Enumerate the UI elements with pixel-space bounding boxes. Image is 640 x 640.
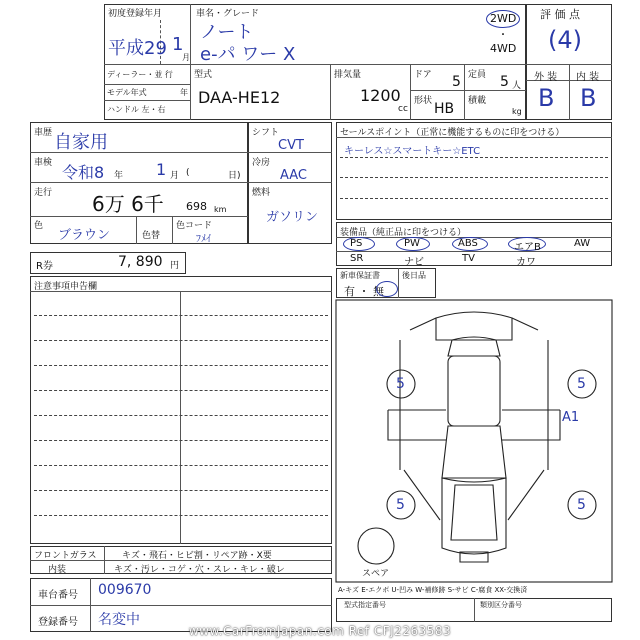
drive-4wd: 4WD — [490, 42, 517, 55]
equipment-label: 装備品（純正品に印をつける） — [340, 228, 467, 238]
bottom-interior-label: 内装 — [48, 565, 67, 575]
car-name: ノート — [200, 22, 254, 43]
inspection-label: 車検 — [34, 158, 53, 168]
windshield-label: フロントガラス — [34, 551, 97, 561]
rating-label: 評 価 点 — [540, 8, 580, 21]
notes-frame — [30, 276, 332, 544]
year-label: 年 — [180, 88, 188, 97]
header-frame — [104, 4, 526, 120]
windshield-text: キズ・飛石・ヒビ割・リペア跡・X要 — [122, 551, 272, 561]
mileage: 6万 6千 — [92, 192, 164, 216]
body-label: 形状 — [414, 96, 433, 106]
doors: 5 — [452, 74, 461, 90]
handle-label: ハンドル 左・右 — [107, 105, 166, 114]
cc-unit: cc — [398, 104, 408, 114]
reg-number: 名変中 — [98, 612, 140, 628]
notes-label: 注意事項申告欄 — [34, 282, 98, 292]
month-suffix: 月 — [182, 53, 190, 62]
equip-ps: PS — [350, 238, 363, 249]
color-code-label: 色コード — [176, 221, 213, 231]
load-label: 積載 — [468, 96, 487, 106]
spec-number-label: 型式指定番号 — [344, 601, 386, 609]
damage-legend: A-キズ E-エクボ U-凹み W-補修跡 S-サビ C-腐食 XX-交換済 — [338, 586, 528, 594]
first-reg-label: 初度登録年月 — [108, 9, 163, 19]
insp-day-unit: 日) — [228, 171, 241, 181]
recycle-frame — [30, 252, 186, 274]
mileage-label: 走行 — [34, 188, 53, 198]
equip-abs: ABS — [458, 238, 478, 249]
tire-rear-left: 5 — [396, 497, 405, 513]
dealer-label: ディーラー・並 行 — [107, 70, 173, 79]
watermark: www.CarFromJapan.com Ref CFJ2263583 — [188, 624, 452, 638]
capacity-label: 定員 — [468, 70, 487, 80]
body-type: HB — [434, 101, 455, 117]
model-code-label: 型式 — [194, 70, 213, 80]
equip-navi: ナビ — [404, 257, 424, 268]
tire-rear-right: 5 — [577, 497, 586, 513]
interior-label: 内 装 — [576, 72, 600, 83]
damage-mark: A1 — [562, 410, 580, 425]
equip-leather: カワ — [516, 257, 536, 268]
fuel-label: 燃料 — [252, 188, 271, 198]
equip-sr: SR — [350, 253, 364, 264]
km-unit: km — [214, 205, 227, 214]
yen-unit: 円 — [170, 261, 180, 271]
ac: AAC — [280, 168, 307, 183]
car-grade: e-パ ワー X — [200, 44, 296, 65]
first-reg-month: 1 — [172, 34, 184, 55]
selling-points-label: セールスポイント（正常に機能するものに印をつける） — [340, 128, 565, 138]
equip-airbag: エアB — [514, 242, 541, 253]
model-year-label: モデル年式 — [107, 88, 147, 97]
capacity-unit: 人 — [512, 81, 522, 91]
equip-tv: TV — [462, 253, 475, 264]
model-code: DAA-HE12 — [198, 88, 281, 107]
color: ブラウン — [58, 228, 111, 243]
color-change-label: 色替 — [142, 231, 161, 241]
inspection-era: 令和8 — [62, 163, 105, 182]
recycle-label: R券 — [36, 261, 53, 272]
chassis-label: 車台番号 — [38, 590, 78, 601]
displacement: 1200 — [360, 86, 401, 105]
spare-label: スペア — [362, 569, 390, 579]
ac-label: 冷房 — [252, 158, 271, 168]
equip-aw: AW — [574, 238, 591, 249]
displacement-label: 排気量 — [334, 70, 362, 80]
color-label: 色 — [34, 221, 44, 231]
drive-2wd: 2WD — [490, 12, 517, 25]
usage-label: 車歴 — [34, 128, 53, 138]
interior-grade: B — [580, 84, 597, 112]
selling-points-text: キーレス☆スマートキー☆ETC — [344, 146, 481, 157]
recycle-amount: 7, 890 — [118, 254, 163, 270]
chassis-number: 009670 — [98, 582, 152, 598]
inspection-month: 1 — [156, 160, 167, 179]
equip-pw: PW — [404, 238, 420, 249]
warranty-label: 新車保証書 — [340, 271, 380, 280]
capacity: 5 — [500, 74, 509, 90]
shift: CVT — [278, 138, 304, 153]
insp-year-unit: 年 — [114, 171, 124, 181]
warranty-value: 有 ・ 無 — [344, 285, 384, 298]
insp-month-unit: 月 — [170, 171, 180, 181]
tire-front-right: 5 — [577, 376, 586, 392]
door-label: ドア — [414, 70, 432, 80]
mileage-sub: 698 — [186, 200, 207, 213]
tire-front-left: 5 — [396, 376, 405, 392]
exterior-grade: B — [538, 84, 555, 112]
usage: 自家用 — [54, 132, 108, 153]
later-label: 後日品 — [402, 271, 426, 280]
first-reg-era: 平成29 — [108, 38, 167, 59]
rating-value: (4) — [548, 26, 582, 54]
shift-label: シフト — [252, 128, 280, 138]
insp-open: ( — [186, 168, 190, 178]
bottom-interior-text: キズ・汚レ・コゲ・穴・スレ・キレ・破レ — [114, 565, 285, 575]
car-name-label: 車名・グレード — [196, 9, 260, 19]
kg-unit: kg — [512, 107, 522, 116]
drive-dot: ・ — [498, 30, 508, 41]
reg-label: 登録番号 — [38, 617, 78, 628]
fuel: ガソリン — [266, 210, 319, 225]
color-code: ﾌﾒｲ — [196, 234, 211, 245]
exterior-label: 外 装 — [534, 72, 558, 83]
class-number-label: 類別区分番号 — [480, 601, 522, 609]
